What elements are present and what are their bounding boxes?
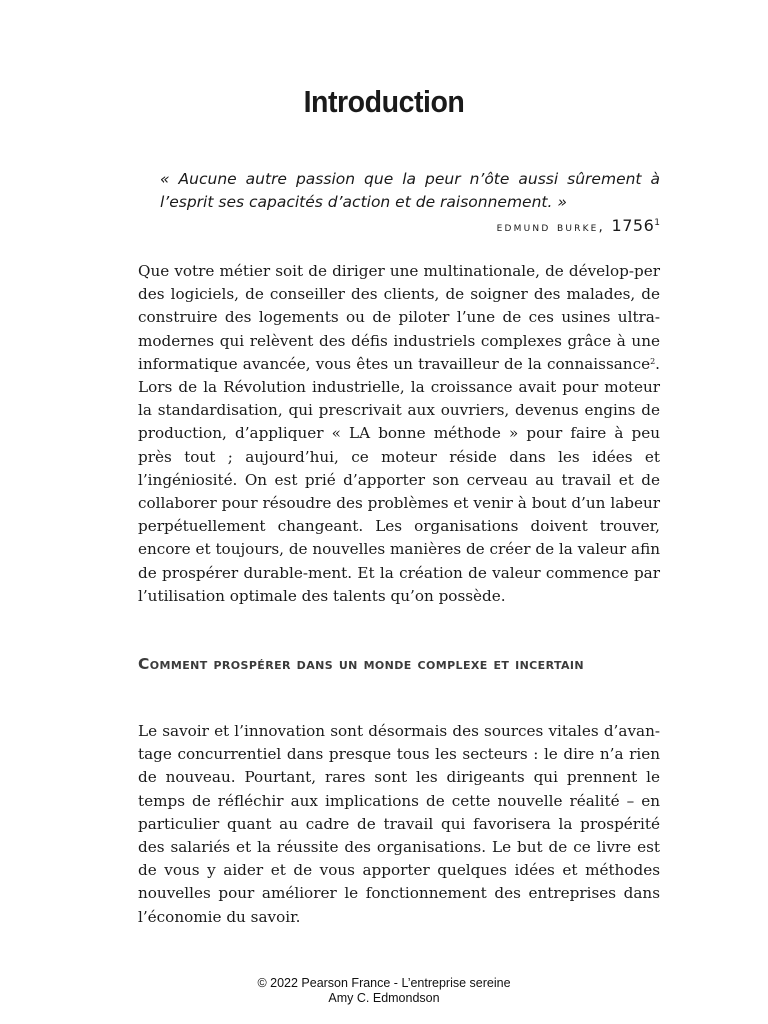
footer-author: Amy C. Edmondson — [328, 991, 440, 1005]
footer-copyright: © 2022 Pearson France - L’entreprise sereine — [257, 976, 511, 990]
footnote-marker-2: 2 — [650, 356, 656, 366]
paragraph-1-text-a: Que votre métier soit de diriger une multinationale, de dévelop-per des logiciels, de conseiller des clients, de soigner des malades, de construire des logements ou de piloter l’une de ces usines ultra-modernes qui relèvent des défis industriels complexes grâce à une informatique avancée, vous êtes un travailleur de la connaissance — [138, 262, 660, 373]
epigraph-year: 1756 — [611, 216, 655, 235]
footnote-marker-1: 1 — [654, 218, 660, 228]
body-paragraph-2: Le savoir et l’innovation sont désormais des sources vitales d’avan-tage concurrentiel dans presque tous les secteurs : le dire n’a rien de nouveau. Pourtant, rares sont les dirigeants qui prennent le temps de réfléchir aux implications de cette nouvelle réalité – en particulier quant au cadre de travail qui favorisera la prospérité des salariés et la réussite des organisations. Le but de ce livre est de vous y aider et de vous apporter quelques idées et méthodes nouvelles pour améliorer le fonctionnement des entreprises dans l’économie du savoir. — [138, 722, 660, 926]
epigraph-author: edmund burke, — [496, 219, 606, 235]
epigraph-attribution — [360, 216, 660, 235]
body-paragraph-1 — [138, 260, 660, 608]
chapter-title: Introduction — [303, 84, 465, 119]
section-heading: Comment prospérer dans un monde complexe et incertain — [138, 655, 585, 673]
epigraph-quote: « Aucune autre passion que la peur n’ôte aussi sûrement à l’esprit ses capacités d’action et de raisonnement. » — [160, 170, 660, 211]
page-footer — [0, 976, 768, 1006]
paragraph-1-text-b: . Lors de la Révolution industrielle, la croissance avait pour moteur la standardisation, qui prescrivait aux ouvriers, devenus engins de production, d’appliquer « LA bonne méthode » pour faire à peu près tout ; aujourd’hui, ce moteur réside dans les idées et l’ingéniosité. On est prié d’apporter son cerveau au travail et de collaborer pour résoudre des problèmes et venir à bout d’un labeur perpétuellement changeant. Les organisations doivent trouver, encore et toujours, de nouvelles manières de créer de la valeur afin de prospérer durable-ment. Et la création de valeur commence par l’utilisation optimale des talents qu’on possède. — [138, 354, 660, 605]
